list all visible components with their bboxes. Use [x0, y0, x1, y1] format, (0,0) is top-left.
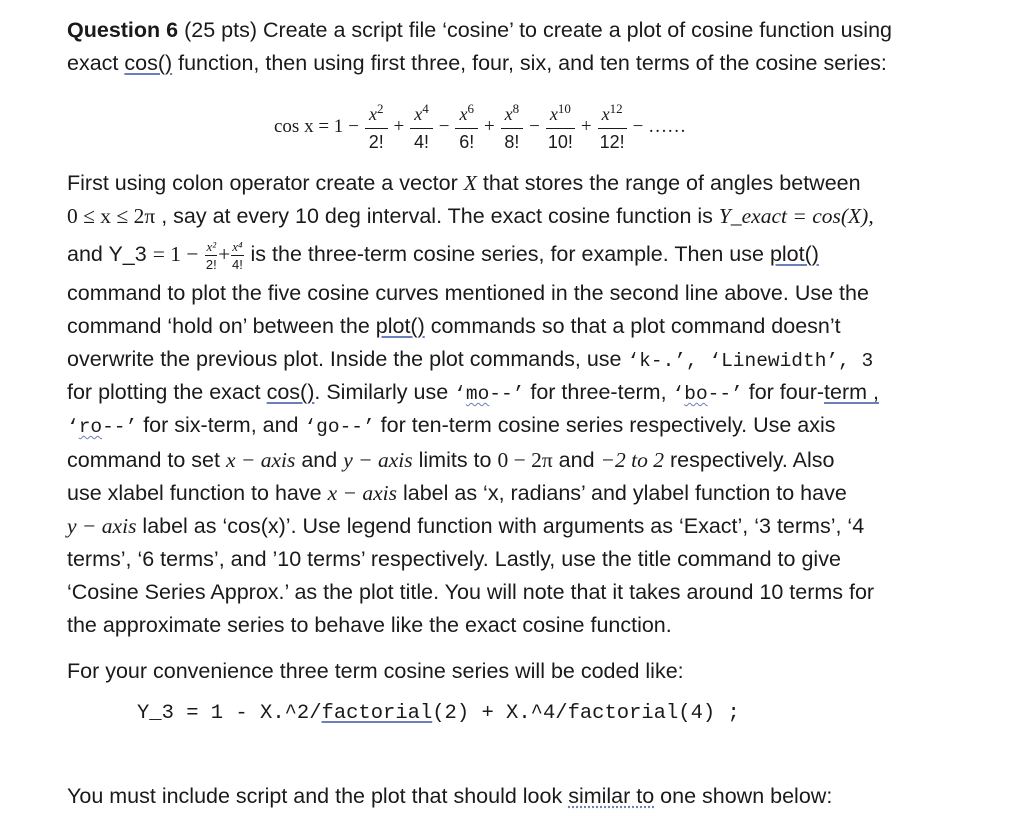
code-quote: ‘: [67, 416, 79, 438]
math-span: −2 to 2: [600, 448, 665, 472]
body-line-5: [67, 310, 967, 343]
text-span: and: [552, 448, 601, 472]
equation-fraction: [501, 101, 524, 153]
text-span: , say at every 10 deg interval. The exact cosine function is: [155, 204, 719, 228]
body-line-3: [67, 238, 967, 271]
math-span: y − axis: [343, 448, 413, 472]
question-label: Question 6: [67, 18, 179, 42]
numerator-base: x: [549, 104, 558, 124]
text-span: You must include script and the plot that should look: [67, 784, 569, 808]
fraction-denominator: 8!: [504, 132, 520, 152]
text-span: First using colon operator create a vector: [67, 171, 464, 195]
equation-sign: −: [348, 116, 360, 137]
equation-sign: +: [580, 116, 592, 137]
text-span: . Similarly use: [314, 380, 455, 404]
text-span: and Y_3: [67, 242, 153, 266]
text-span: terms’, ‘6 terms’, and ’10 terms’ respectively. Lastly, use the title command to give: [67, 547, 841, 571]
code-quote: ‘: [672, 383, 685, 405]
question-intro: Create a script file ‘cosine’ to create a plot of cosine function using: [262, 18, 892, 42]
body-line-9: [67, 444, 967, 477]
math-span: 0 − 2π: [497, 448, 553, 472]
equation-sign: −: [438, 116, 450, 137]
fraction-x4-over-4: [231, 240, 243, 271]
frac-num: x⁴: [232, 238, 243, 254]
numerator-exponent: 10: [557, 101, 571, 116]
cos-function-ref: cos(): [124, 51, 173, 75]
text-span: for six-term, and: [137, 413, 305, 437]
body-line-2: [67, 200, 967, 233]
numerator-base: x: [459, 104, 468, 124]
body-line-10: [67, 477, 967, 510]
linestyle-code-exact: ‘k-.’, ‘Linewidth’, 3: [627, 350, 874, 372]
text-span: use xlabel function to have: [67, 481, 328, 505]
numerator-base: x: [601, 104, 610, 124]
equation-fraction: [410, 101, 433, 153]
closing-line: [67, 780, 967, 813]
equation-fraction: [598, 101, 627, 153]
body-line-6: [67, 343, 967, 378]
question-points: (25 pts): [184, 18, 257, 42]
math-span: y − axis: [67, 514, 137, 538]
text-span: respectively. Also: [664, 448, 835, 472]
grammar-mark: term ,: [824, 380, 879, 404]
text-span: and: [295, 448, 344, 472]
linestyle-code-3term: [454, 383, 524, 405]
equation-tail: − ……: [632, 116, 687, 137]
text-span: one shown below:: [654, 784, 833, 808]
fraction-numerator: [501, 101, 524, 129]
fraction-numerator: [365, 101, 388, 129]
code-factorial: factorial: [321, 702, 433, 725]
numerator-exponent: 8: [512, 101, 520, 116]
fraction-denominator: 12!: [599, 132, 625, 152]
frac-den: 2!: [205, 256, 217, 272]
equation-lhs: cos x = 1: [274, 116, 344, 137]
numerator-exponent: 4: [422, 101, 429, 116]
equation-terms: [343, 101, 627, 153]
numerator-base: x: [414, 104, 423, 124]
equation-sign: +: [393, 116, 405, 137]
code-quote: ‘: [454, 383, 466, 405]
frac-den: 4!: [231, 256, 243, 272]
text-span: for ten-term cosine series respectively. Use axis: [374, 413, 836, 437]
var-x: X: [463, 171, 477, 195]
convenience-note: For your convenience three term cosine series will be coded like:: [67, 659, 684, 683]
text-span: commands so that a plot command doesn’t: [424, 314, 841, 338]
body-line-4: [67, 277, 967, 310]
linestyle-code-10term: ‘go--’: [304, 416, 375, 438]
body-line-14: [67, 609, 967, 642]
plot-function-ref: plot(): [769, 242, 819, 266]
code-tail: --’: [707, 383, 743, 405]
fraction-numerator: [546, 101, 575, 129]
code-spell: bo: [684, 383, 708, 405]
equation-fraction: [365, 101, 388, 153]
numerator-exponent: 12: [609, 101, 623, 116]
fraction-denominator: 2!: [368, 132, 384, 152]
text-span: command ‘hold on’ between the: [67, 314, 376, 338]
text-span: command to set: [67, 448, 226, 472]
code-tail: --’: [489, 383, 525, 405]
text-span: label as ‘cos(x)’. Use legend function with arguments as ‘Exact’, ‘3 terms’, ‘4: [136, 514, 865, 538]
code-spell: mo: [465, 383, 490, 405]
grammar-mark: similar to: [568, 784, 655, 808]
text-span: exact: [67, 51, 125, 75]
body-line-13: [67, 576, 967, 609]
y-exact-math: Y_exact = cos(X),: [718, 204, 874, 228]
fraction-numerator: [410, 101, 433, 129]
text-span: function, then using first three, four, six, and ten terms of the cosine series:: [172, 51, 887, 75]
text-span: for four-: [742, 380, 825, 404]
question-line-2: [67, 47, 967, 80]
equation-fraction: [546, 101, 575, 153]
fraction-numerator: [455, 101, 478, 129]
code-tail: --’: [102, 416, 138, 438]
frac-num: x²: [206, 238, 217, 254]
body-line-1: [67, 167, 967, 200]
numerator-exponent: 2: [377, 101, 384, 116]
numerator-base: x: [369, 104, 378, 124]
fraction-denominator: 10!: [547, 132, 573, 152]
text-span: for plotting the exact: [67, 380, 267, 404]
code-part: Y_3 = 1 - X.^2/: [137, 702, 322, 725]
fraction-numerator: [598, 101, 627, 129]
text-span: for three-term,: [524, 380, 673, 404]
body-line-11: [67, 510, 967, 543]
equation-sign: +: [483, 116, 495, 137]
plot-function-ref: plot(): [375, 314, 425, 338]
text-span: the approximate series to behave like the exact cosine function.: [67, 613, 672, 637]
fraction-denominator: 6!: [459, 132, 475, 152]
range-math: 0 ≤ x ≤ 2π: [67, 204, 156, 228]
text-span: ‘Cosine Series Approx.’ as the plot title. You will note that it takes around 10 terms for: [67, 580, 875, 604]
equation-fraction: [455, 101, 478, 153]
body-line-7: [67, 376, 967, 411]
text-span: limits to: [412, 448, 498, 472]
text-span: command to plot the five cosine curves mentioned in the second line above. Use the: [67, 281, 869, 305]
math-span: +: [218, 242, 231, 266]
body-line-12: [67, 543, 967, 576]
text-span: overwrite the previous plot. Inside the plot commands, use: [67, 347, 628, 371]
math-span: = 1 −: [152, 242, 199, 266]
text-span: that stores the range of angles between: [476, 171, 861, 195]
code-spell: ro: [78, 416, 103, 438]
numerator-exponent: 6: [467, 101, 474, 116]
code-example: [137, 702, 740, 725]
question-line-1: [67, 14, 967, 47]
code-part: (2) + X.^4/factorial(4) ;: [432, 702, 740, 725]
linestyle-code-4term: [673, 383, 743, 405]
linestyle-code-6term: [67, 416, 137, 438]
fraction-denominator: 4!: [413, 132, 429, 152]
numerator-base: x: [504, 104, 513, 124]
equation-sign: −: [529, 116, 540, 137]
math-span: x − axis: [327, 481, 397, 505]
cos-function-ref: cos(): [266, 380, 315, 404]
text-span: label as ‘x, radians’ and ylabel function to have: [397, 481, 847, 505]
cosine-series-equation: [274, 100, 691, 154]
text-span: is the three-term cosine series, for example. Then use: [244, 242, 770, 266]
math-span: x − axis: [225, 448, 296, 472]
body-line-8: [67, 409, 967, 444]
fraction-x2-over-2: [205, 240, 217, 271]
